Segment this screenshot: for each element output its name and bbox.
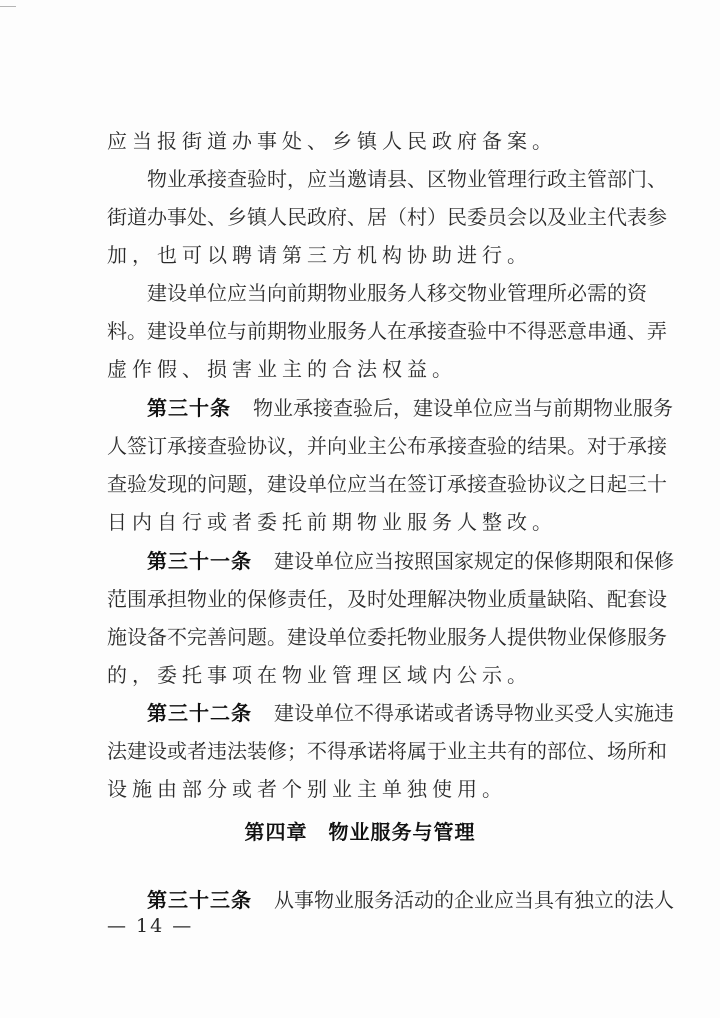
article-33-first-line [147, 880, 674, 920]
text-line: 设施由部分或者个别业主单独使用。 [107, 777, 507, 801]
text-line: 从 事 物 业 服 务 活 动 的 企 业 应 当 具 有 独 立 的 法 人 [274, 888, 674, 912]
text-line: 建 设 单 位 应 当 按 照 国 家 规 定 的 保 修 期 限 和 保 修 [274, 549, 674, 573]
article-31-title: 第三十一条 [147, 549, 252, 573]
text-line: 建 设 单 位 应 当 向 前 期 物 业 服 务 人 移 交 物 业 管 理 所 必 需 的 资 [147, 281, 647, 305]
text-line: 施 设 备 不 完 善 问 题 。 建 设 单 位 委 托 物 业 服 务 人 提 供 物 业 保 修 服 务 [107, 625, 667, 649]
text-line: 虚作假、损害业主的合法权益。 [107, 357, 457, 381]
article-30-title: 第三十条 [147, 396, 231, 420]
article-31-first-line [147, 541, 674, 581]
chapter-heading: 第四章 物业服务与管理 [244, 820, 476, 844]
text-line: 应当报街道办事处、乡镇人民政府备案。 [107, 129, 557, 153]
text-line: 日内自行或者委托前期物业服务人整改。 [107, 510, 557, 534]
text-line: 街 道 办 事 处 、 乡 镇 人 民 政 府 、 居 （ 村 ） 民 委 员 会 以 及 业 主 代 表 参 [107, 205, 667, 229]
article-32-title: 第三十二条 [147, 701, 252, 725]
text-line: 法 建 设 或 者 违 法 装 修 ； 不 得 承 诺 将 属 于 业 主 共 有 的 部 位 、 场 所 和 [107, 739, 667, 763]
article-33-title: 第三十三条 [147, 888, 252, 912]
page-number: — 14 — [107, 915, 194, 937]
text-line: 物 业 承 接 查 验 时 ， 应 当 邀 请 县 、 区 物 业 管 理 行 政 主 管 部 门 、 [147, 167, 667, 191]
text-line: 范 围 承 担 物 业 的 保 修 责 任 ， 及 时 处 理 解 决 物 业 质 量 缺 陷 、 配 套 设 [107, 587, 667, 611]
text-line: 料 。 建 设 单 位 与 前 期 物 业 服 务 人 在 承 接 查 验 中 不 得 恶 意 串 通 、 弄 [107, 319, 667, 343]
text-line: 物 业 承 接 查 验 后 ， 建 设 单 位 应 当 与 前 期 物 业 服 务 [253, 396, 673, 420]
article-32-first-line [147, 693, 674, 733]
text-line: 查 验 发 现 的 问 题 ， 建 设 单 位 应 当 在 签 订 承 接 查 验 协 议 之 日 起 三 十 [107, 472, 667, 496]
text-line: 的，委托事项在物业管理区域内公示。 [107, 663, 532, 687]
article-30-first-line [147, 388, 673, 428]
text-line: 加，也可以聘请第三方机构协助进行。 [107, 243, 532, 267]
text-line: 建 设 单 位 不 得 承 诺 或 者 诱 导 物 业 买 受 人 实 施 违 [274, 701, 674, 725]
text-line: 人 签 订 承 接 查 验 协 议 ， 并 向 业 主 公 布 承 接 查 验 的 结 果 。 对 于 承 接 [107, 434, 667, 458]
scan-edge-mark [0, 6, 16, 7]
